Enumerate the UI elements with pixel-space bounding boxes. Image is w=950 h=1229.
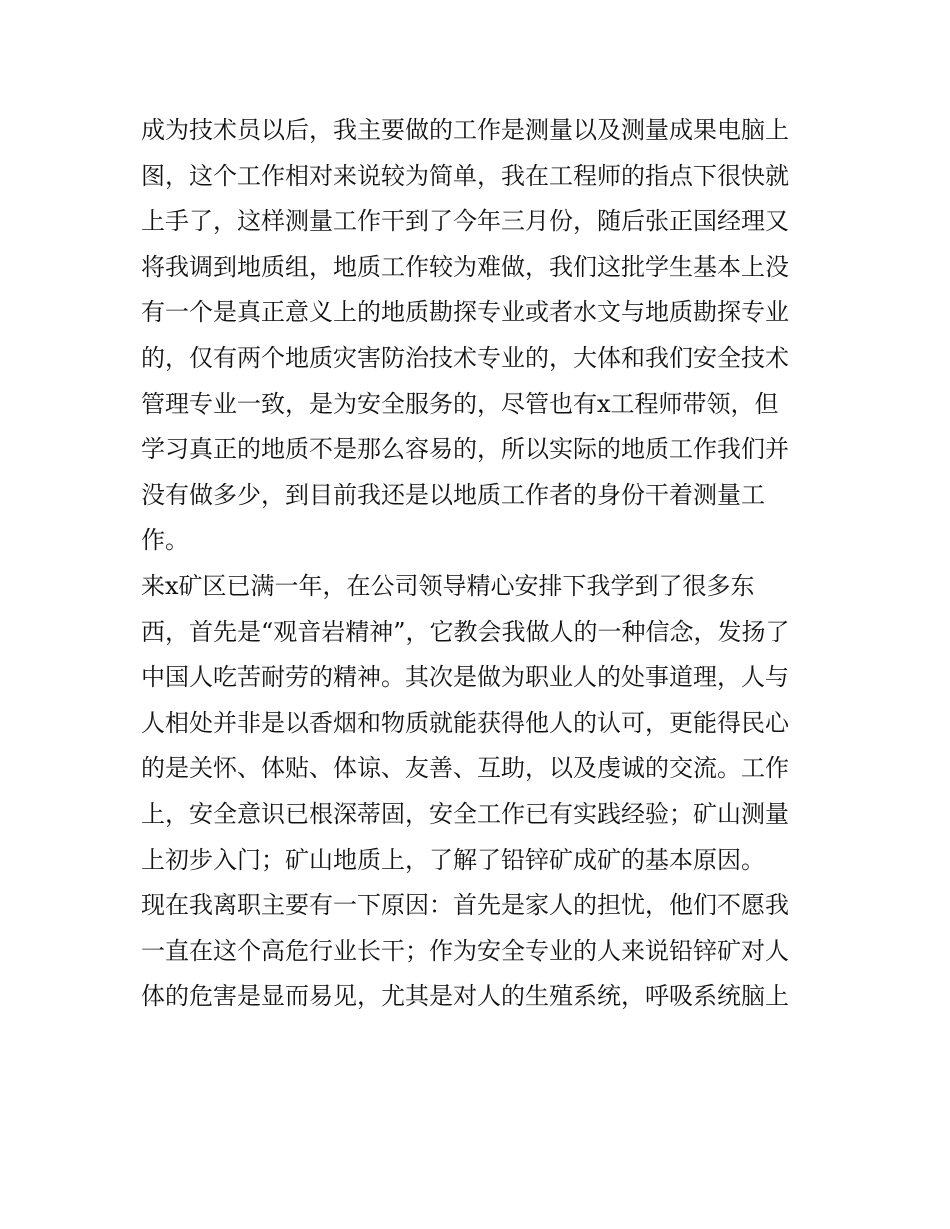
document-body <box>141 108 821 1020</box>
text-line: 现在我离职主要有一下原因：首先是家人的担忧，他们不愿我 <box>141 891 789 920</box>
text-line: 上初步入门；矿山地质上，了解了铅锌矿成矿的基本原因。 <box>141 845 765 874</box>
paragraph-1 <box>141 108 821 564</box>
text-line: 上，安全意识已根深蒂固，安全工作已有实践经验；矿山测量 <box>141 799 789 828</box>
text-line: 的是关怀、体贴、体谅、友善、互助，以及虔诚的交流。工作 <box>141 754 789 783</box>
text-line: 体的危害是显而易见，尤其是对人的生殖系统，呼吸系统脑上 <box>141 982 789 1011</box>
text-line: 上手了，这样测量工作干到了今年三月份，随后张正国经理又 <box>141 207 789 236</box>
text-line: 学习真正的地质不是那么容易的，所以实际的地质工作我们并 <box>141 435 789 464</box>
text-line: 一直在这个高危行业长干；作为安全专业的人来说铅锌矿对人 <box>141 936 789 965</box>
text-line: 中国人吃苦耐劳的精神。其次是做为职业人的处事道理，人与 <box>141 663 789 692</box>
text-line: 的，仅有两个地质灾害防治技术专业的，大体和我们安全技术 <box>141 343 789 372</box>
text-line: 人相处并非是以香烟和物质就能获得他人的认可，更能得民心 <box>141 708 789 737</box>
text-line: 来x矿区已满一年，在公司领导精心安排下我学到了很多东 <box>141 571 755 600</box>
text-line: 成为技术员以后，我主要做的工作是测量以及测量成果电脑上 <box>141 116 789 144</box>
text-line: 作。 <box>141 526 189 555</box>
text-line: 将我调到地质组，地质工作较为难做，我们这批学生基本上没 <box>141 252 789 281</box>
text-line: 图，这个工作相对来说较为简单，我在工程师的指点下很快就 <box>141 161 789 190</box>
text-line: 有一个是真正意义上的地质勘探专业或者水文与地质勘探专业 <box>141 298 789 327</box>
text-line: 西，首先是“观音岩精神”，它教会我做人的一种信念，发扬了 <box>141 617 790 646</box>
paragraph-2 <box>141 564 821 883</box>
text-line: 没有做多少，到目前我还是以地质工作者的身份干着测量工 <box>141 480 765 509</box>
text-line: 管理专业一致，是为安全服务的，尽管也有x工程师带领，但 <box>141 389 779 418</box>
paragraph-3 <box>141 883 821 1020</box>
